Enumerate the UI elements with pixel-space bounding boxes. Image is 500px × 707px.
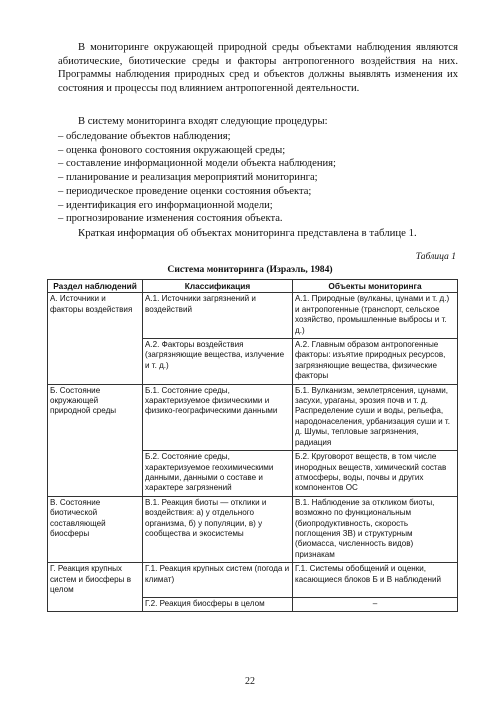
objects-cell: Г.1. Системы обобщений и оценки, касающиеся блоков Б и В наблюдений bbox=[293, 563, 458, 598]
table-header-row bbox=[48, 280, 458, 293]
header-objects: Объекты мониторинга bbox=[293, 280, 458, 293]
table-row bbox=[48, 451, 458, 497]
section-cell bbox=[48, 339, 143, 385]
procedure-item: – обследование объектов наблюдения; bbox=[58, 131, 231, 142]
monitoring-table bbox=[47, 279, 458, 612]
procedure-item: – прогнозирование изменения состояния объекта. bbox=[58, 213, 283, 225]
table-row bbox=[48, 293, 458, 339]
classification-cell: А.1. Источники загрязнений и воздействий bbox=[143, 293, 293, 339]
objects-cell: – bbox=[293, 597, 458, 611]
intro-paragraph: В мониторинге окружающей природной среды объектами наблюдения являются абиотические, биотические среды и факторы антропогенного воздействия на них. Программы наблюдения природных сред и объектов должны выявлять изменения их состояния и процессы под влиянием антропогенной деятельности. bbox=[58, 42, 458, 94]
procedure-item: – составление информационной модели объекта наблюдения; bbox=[58, 158, 336, 170]
classification-cell: Г.1. Реакция крупных систем (погода и климат) bbox=[143, 563, 293, 598]
section-cell: Г. Реакция крупных систем и биосферы в целом bbox=[48, 563, 143, 598]
objects-cell: А.2. Главным образом антропогенные факторы: изъятие природных ресурсов, загрязняющие вещества, физические факторы bbox=[293, 339, 458, 385]
section-cell bbox=[48, 451, 143, 497]
section-cell: Б. Состояние окружающей природной среды bbox=[48, 384, 143, 450]
page-number: 22 bbox=[245, 676, 255, 687]
table-row bbox=[48, 384, 458, 450]
classification-cell: Б.1. Состояние среды, характеризуемое физическими и физико-географическими данными bbox=[143, 384, 293, 450]
table-reference: Краткая информация об объектах мониторинга представлена в таблице 1. bbox=[78, 227, 417, 239]
procedure-item: – планирование и реализация мероприятий мониторинга; bbox=[58, 172, 318, 184]
table-row bbox=[48, 597, 458, 611]
classification-cell: Г.2. Реакция биосферы в целом bbox=[143, 597, 293, 611]
objects-cell: А.1. Природные (вулканы, цунами и т. д.) и антропогенные (транспорт, сельское хозяйство, промышленные выбросы и т. д.) bbox=[293, 293, 458, 339]
section-cell bbox=[48, 597, 143, 611]
procedures-list bbox=[58, 130, 458, 226]
classification-cell: А.2. Факторы воздействия (загрязняющие вещества, излучение и т. д.) bbox=[143, 339, 293, 385]
section-cell: А. Источники и факторы воздействия bbox=[48, 293, 143, 339]
procedures-intro: В систему мониторинга входят следующие процедуры: bbox=[78, 116, 328, 127]
objects-cell: Б.1. Вулканизм, землетрясения, цунами, засухи, ураганы, эрозия почв и т. д. Распределение суши и воды, рельефа, народонаселения, урбанизация суши и т. д. Шумы, тепловые загрязнения, радиация bbox=[293, 384, 458, 450]
objects-cell: В.1. Наблюдение за откликом биоты, возможно по функциональным (биопродуктивность, скорость поглощения ЗВ) и структурным (биомасса, численность видов) признакам bbox=[293, 496, 458, 562]
table-label: Таблица 1 bbox=[415, 251, 456, 262]
table-row bbox=[48, 339, 458, 385]
table-row bbox=[48, 563, 458, 598]
section-cell: В. Состояние биотической составляющей биосферы bbox=[48, 496, 143, 562]
header-classification: Классификация bbox=[143, 280, 293, 293]
procedure-item: – идентификация его информационной модели; bbox=[58, 199, 273, 211]
objects-cell: Б.2. Круговорот веществ, в том числе инородных веществ, химический состав атмосферы, воды, почвы и других компонентов ОС bbox=[293, 451, 458, 497]
table-row bbox=[48, 496, 458, 562]
header-section: Раздел наблюдений bbox=[48, 280, 143, 293]
procedure-item: – периодическое проведение оценки состояния объекта; bbox=[58, 185, 312, 197]
procedure-item: – оценка фонового состояния окружающей среды; bbox=[58, 144, 286, 156]
classification-cell: В.1. Реакция биоты — отклики и воздействия: а) у отдельного организма, б) у популяции, в) у сообщества и экосистемы bbox=[143, 496, 293, 562]
classification-cell: Б.2. Состояние среды, характеризуемое геохимическими данными, данными о составе и характере загрязнений bbox=[143, 451, 293, 497]
table-title: Система мониторинга (Израэль, 1984) bbox=[167, 264, 333, 275]
